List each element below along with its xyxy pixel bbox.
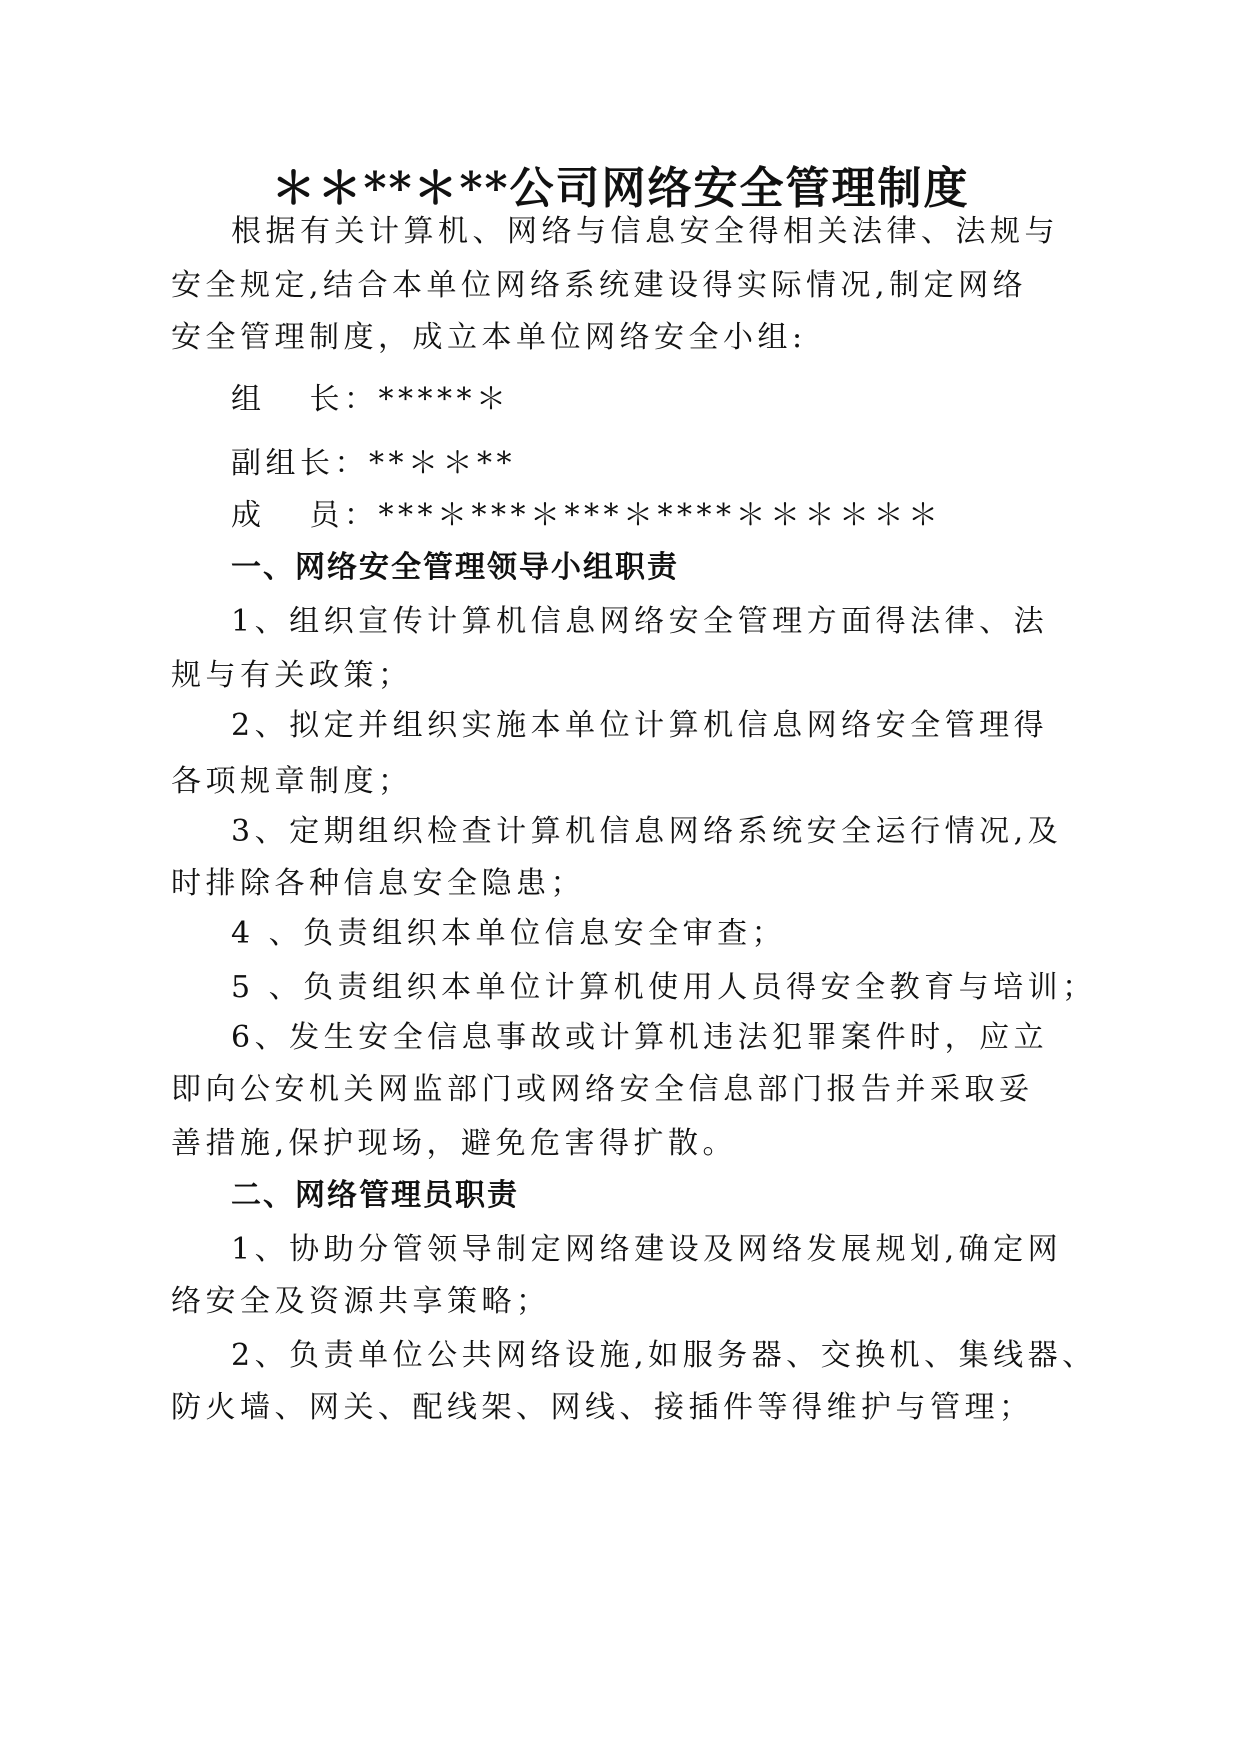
intro-line: 根据有关计算机、网络与信息安全得相关法律、法规与: [231, 214, 1059, 249]
group-leader-label: 组: [231, 382, 266, 417]
section1-item-line: 1、组织宣传计算机信息网络安全管理方面得法律、法: [231, 604, 1049, 639]
intro-line: 安全管理制度，成立本单位网络安全小组:: [171, 320, 807, 355]
section2-heading: 二、网络管理员职责: [231, 1178, 519, 1213]
section1-item-line: 4 、负责组织本单位信息安全审查；: [231, 916, 787, 951]
intro-line: 安全规定,结合本单位网络系统建设得实际情况,制定网络: [171, 268, 1028, 303]
section1-heading: 一、网络安全管理领导小组职责: [231, 550, 679, 585]
section2-item-line: 2、负责单位公共网络设施,如服务器、交换机、集线器、: [231, 1338, 1097, 1373]
group-leader-row: [231, 380, 511, 420]
group-member-label: 成: [231, 498, 266, 533]
section1-item-line: 3、定期组织检查计算机信息网络系统安全运行情况,及: [231, 814, 1063, 849]
section1-item-line: 各项规章制度；: [171, 764, 413, 799]
group-member-label-2: 员：: [309, 498, 379, 533]
group-deputy-value: **＊＊**: [369, 446, 516, 481]
group-leader-label-2: 长：: [309, 382, 379, 417]
section1-item-line: 规与有关政策；: [171, 658, 413, 693]
section1-item-line: 2、拟定并组织实施本单位计算机信息网络安全管理得: [231, 708, 1049, 743]
group-member-value: ***＊***＊***＊****＊＊＊＊＊＊: [378, 498, 943, 533]
group-leader-value: *****＊: [378, 382, 511, 417]
section1-item-line: 6、发生安全信息事故或计算机违法犯罪案件时，应立: [231, 1020, 1049, 1055]
section1-item-line: 5 、负责组织本单位计算机使用人员得安全教育与培训；: [231, 970, 1097, 1005]
group-deputy-row: [231, 444, 516, 484]
section1-item-line: 善措施,保护现场，避免危害得扩散。: [171, 1126, 738, 1161]
section2-item-line: 1、协助分管领导制定网络建设及网络发展规划,确定网: [231, 1232, 1063, 1267]
section2-item-line: 络安全及资源共享策略；: [171, 1284, 551, 1319]
group-member-row: [231, 496, 943, 536]
document-title: ＊＊**＊**公司网络安全管理制度: [271, 163, 970, 214]
section1-item-line: 即向公安机关网监部门或网络安全信息部门报告并采取妥: [171, 1072, 1034, 1107]
section1-item-line: 时排除各种信息安全隐患；: [171, 866, 585, 901]
section2-item-line: 防火墙、网关、配线架、网线、接插件等得维护与管理；: [171, 1390, 1034, 1425]
group-deputy-label: 副组长：: [231, 446, 369, 481]
